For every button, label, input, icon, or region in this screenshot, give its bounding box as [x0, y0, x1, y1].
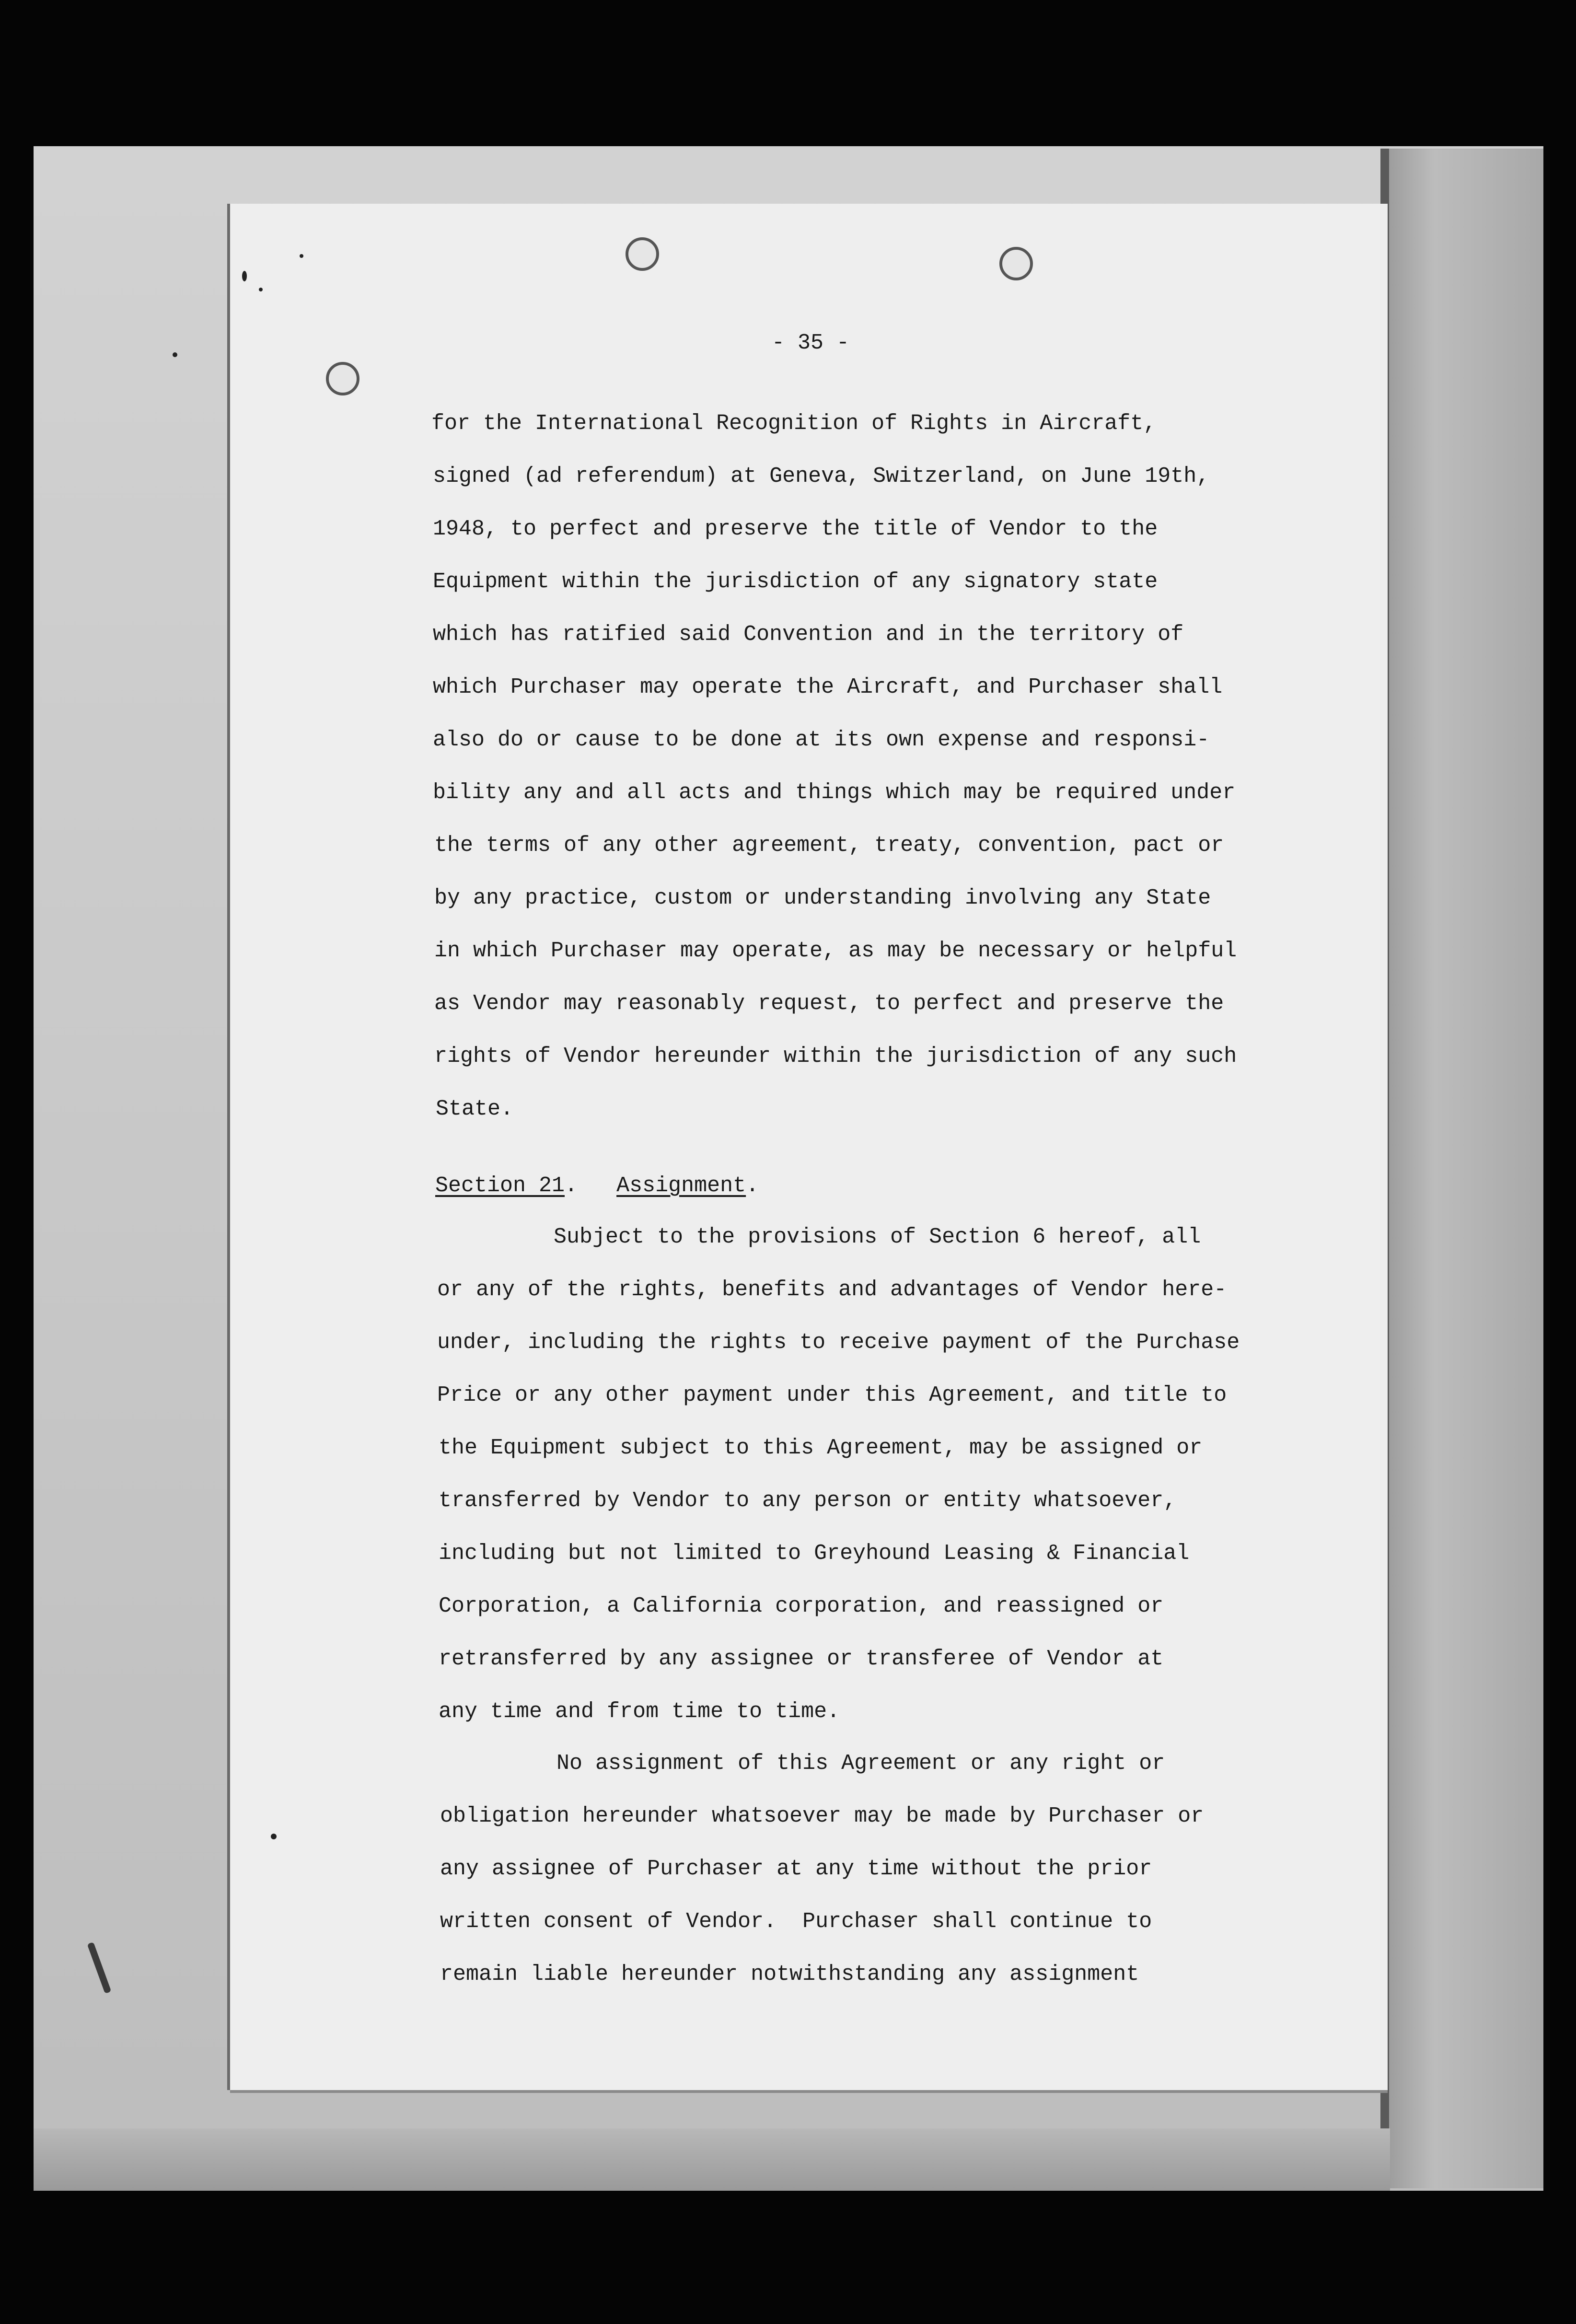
section-title: Assignment — [616, 1174, 746, 1198]
section-separator: . — [565, 1174, 617, 1198]
speck — [271, 1834, 277, 1839]
section-heading — [435, 1174, 759, 1198]
text-line: the Equipment subject to this Agreement, may be assigned or — [439, 1436, 1203, 1460]
speck — [173, 352, 177, 357]
text-line: No assignment of this Agreement or any right or — [440, 1751, 1165, 1776]
text-line: or any of the rights, benefits and advantages of Vendor here- — [437, 1278, 1227, 1302]
text-line: retransferred by any assignee or transferee of Vendor at — [439, 1647, 1164, 1671]
text-line: any assignee of Purchaser at any time without the prior — [440, 1857, 1152, 1881]
scan-right-margin — [1388, 149, 1543, 2188]
text-line: in which Purchaser may operate, as may be necessary or helpful — [434, 939, 1237, 963]
text-line: which has ratified said Convention and in the territory of — [433, 622, 1184, 647]
text-line: Subject to the provisions of Section 6 hereof, all — [437, 1225, 1201, 1249]
speck — [300, 254, 303, 258]
text-line: the terms of any other agreement, treaty, convention, pact or — [434, 833, 1224, 858]
text-line: transferred by Vendor to any person or entity whatsoever, — [439, 1488, 1177, 1513]
text-line: bility any and all acts and things which may be required under — [433, 780, 1236, 805]
text-line: signed (ad referendum) at Geneva, Switzerland, on June 19th, — [433, 464, 1210, 488]
punch-hole-top-left — [626, 237, 659, 271]
text-line: Equipment within the jurisdiction of any signatory state — [433, 569, 1158, 594]
scan-bottom-margin — [34, 2128, 1390, 2191]
text-line: as Vendor may reasonably request, to perfect and preserve the — [434, 991, 1224, 1016]
speck — [259, 288, 263, 291]
text-line: under, including the rights to receive payment of the Purchase — [437, 1330, 1240, 1355]
text-line: including but not limited to Greyhound Leasing & Financial — [439, 1541, 1190, 1566]
page-number: - 35 - — [772, 331, 850, 355]
text-line: rights of Vendor hereunder within the jurisdiction of any such — [434, 1044, 1237, 1069]
text-line: for the International Recognition of Rights in Aircraft, — [431, 411, 1157, 436]
text-line: 1948, to perfect and preserve the title of Vendor to the — [433, 517, 1158, 541]
text-line: also do or cause to be done at its own expense and responsi- — [433, 728, 1210, 752]
punch-hole-left — [326, 362, 359, 395]
text-line: State. — [436, 1097, 514, 1121]
punch-hole-top-right — [999, 247, 1033, 280]
section-heading-end: . — [746, 1174, 759, 1198]
section-number: Section 21 — [435, 1174, 565, 1198]
text-line: written consent of Vendor. Purchaser shall continue to — [440, 1909, 1152, 1934]
text-line: which Purchaser may operate the Aircraft, and Purchaser shall — [433, 675, 1223, 699]
text-line: Corporation, a California corporation, and reassigned or — [439, 1594, 1164, 1618]
text-line: Price or any other payment under this Agreement, and title to — [437, 1383, 1227, 1407]
speck — [242, 271, 247, 281]
text-line: any time and from time to time. — [439, 1699, 840, 1724]
text-line: obligation hereunder whatsoever may be made by Purchaser or — [440, 1804, 1204, 1828]
text-line: by any practice, custom or understanding involving any State — [434, 886, 1211, 910]
text-line: remain liable hereunder notwithstanding any assignment — [440, 1962, 1139, 1987]
